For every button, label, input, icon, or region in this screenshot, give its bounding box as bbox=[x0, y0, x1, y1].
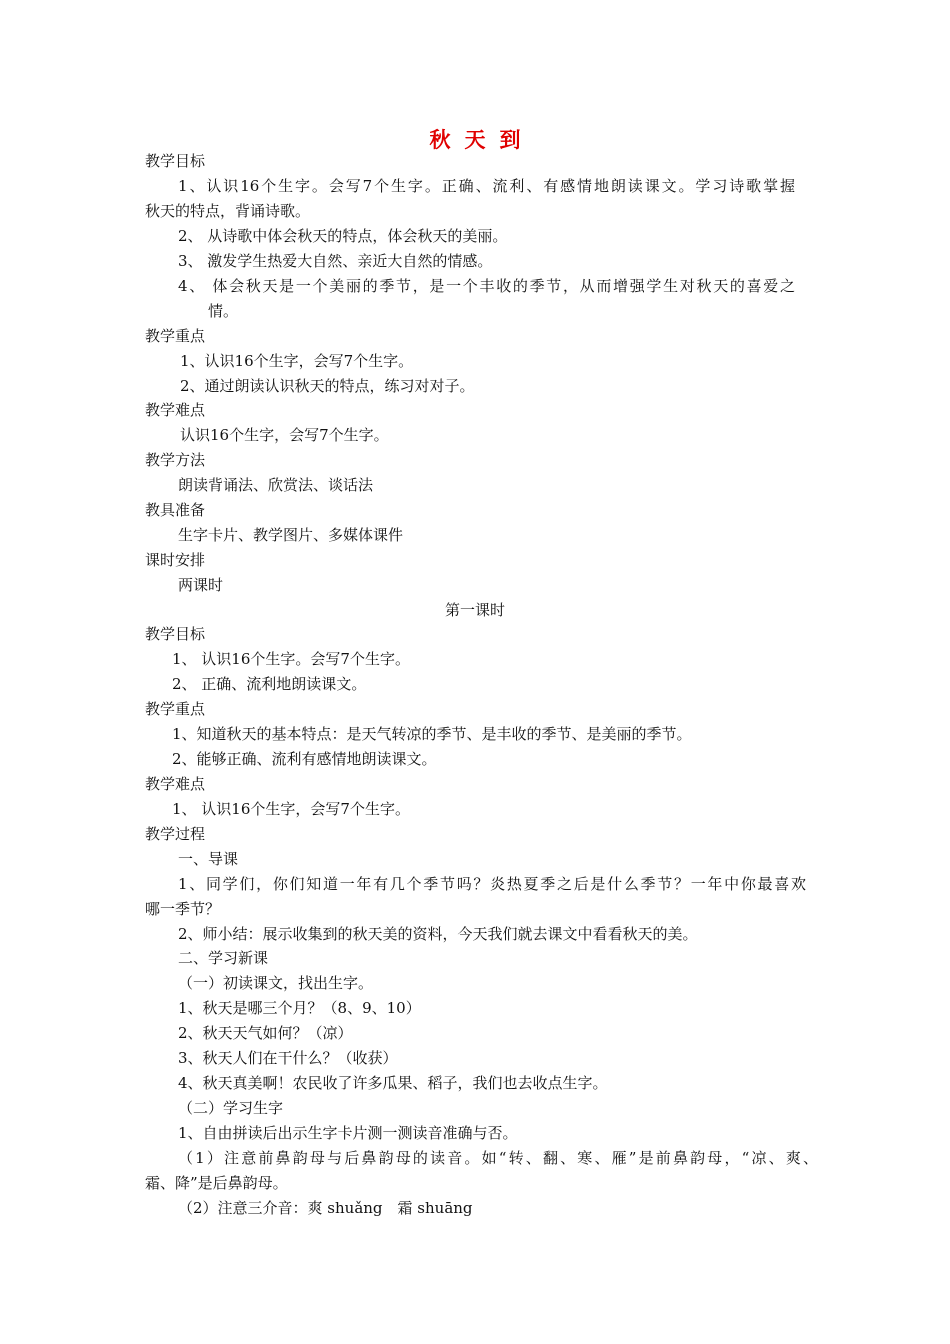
list-item: 2、秋天天气如何？（凉） bbox=[178, 1024, 353, 1042]
section-heading: 教学重点 bbox=[145, 700, 206, 718]
subsection-heading: （二）学习生字 bbox=[178, 1099, 284, 1117]
section-heading: 教学过程 bbox=[145, 825, 206, 843]
paragraph-line: 霜、降”是后鼻韵母。 bbox=[145, 1174, 288, 1192]
paragraph-line: 两课时 bbox=[178, 576, 224, 594]
paragraph-line: 2、师小结：展示收集到的秋天美的资料，今天我们就去课文中看看秋天的美。 bbox=[178, 925, 698, 943]
section-heading: 教具准备 bbox=[145, 501, 206, 519]
paragraph-line: 哪一季节？ bbox=[145, 900, 221, 918]
paragraph-line: 秋天的特点，背诵诗歌。 bbox=[145, 202, 311, 220]
section-heading: 教学方法 bbox=[145, 451, 206, 469]
paragraph-line: 生字卡片、教学图片、多媒体课件 bbox=[178, 526, 404, 544]
list-item: 3、秋天人们在干什么？（收获） bbox=[178, 1049, 398, 1067]
section-heading: 教学重点 bbox=[145, 327, 206, 345]
list-item-continuation: 情。 bbox=[208, 302, 239, 320]
list-item: 2、能够正确、流利有感情地朗读课文。 bbox=[172, 750, 437, 768]
paragraph-line: 认识16个生字，会写7个生字。 bbox=[180, 426, 389, 444]
paragraph-line: （1）注意前鼻韵母与后鼻韵母的读音。如“转、翻、寒、雁”是前鼻韵母，“凉、爽、 bbox=[178, 1149, 818, 1167]
list-item: 1、 认识16个生字，会写7个生字。 bbox=[172, 800, 410, 818]
list-item: 2、 从诗歌中体会秋天的特点，体会秋天的美丽。 bbox=[178, 227, 508, 245]
subsection-heading: 二、学习新课 bbox=[178, 949, 269, 967]
list-item: 1、 认识16个生字。会写7个生字。 bbox=[172, 650, 410, 668]
document-title: 秋天到 bbox=[429, 128, 535, 152]
section-heading: 教学难点 bbox=[145, 775, 206, 793]
lesson-heading: 第一课时 bbox=[444, 601, 505, 619]
subsection-heading: 一、导课 bbox=[178, 850, 239, 868]
section-heading: 教学难点 bbox=[145, 401, 206, 419]
list-item: 3、 激发学生热爱大自然、亲近大自然的情感。 bbox=[178, 252, 493, 270]
list-item: 1、认识16个生字，会写7个生字。 bbox=[180, 352, 414, 370]
section-heading: 课时安排 bbox=[145, 551, 206, 569]
section-heading: 教学目标 bbox=[145, 152, 206, 170]
section-heading: 教学目标 bbox=[145, 625, 206, 643]
paragraph-line: （一）初读课文，找出生字。 bbox=[178, 974, 374, 992]
paragraph-line: 1、自由拼读后出示生字卡片测一测读音准确与否。 bbox=[178, 1124, 518, 1142]
list-item: 2、通过朗读认识秋天的特点，练习对对子。 bbox=[180, 377, 475, 395]
list-item: 1、知道秋天的基本特点：是天气转凉的季节、是丰收的季节、是美丽的季节。 bbox=[172, 725, 692, 743]
list-item: 4、秋天真美啊！农民收了许多瓜果、稻子，我们也去收点生字。 bbox=[178, 1074, 608, 1092]
paragraph-line: （2）注意三介音：爽 shuǎng 霜 shuāng bbox=[178, 1199, 473, 1217]
paragraph-line: 1、同学们，你们知道一年有几个季节吗？炎热夏季之后是什么季节？一年中你最喜欢 bbox=[178, 875, 806, 893]
list-item: 1、秋天是哪三个月？（8、9、10） bbox=[178, 999, 421, 1017]
paragraph-line: 朗读背诵法、欣赏法、谈话法 bbox=[178, 476, 374, 494]
paragraph-line: 1、认识16个生字。会写7个生字。正确、流利、有感情地朗读课文。学习诗歌掌握 bbox=[178, 177, 795, 195]
list-item: 4、 体会秋天是一个美丽的季节，是一个丰收的季节，从而增强学生对秋天的喜爱之 bbox=[178, 277, 795, 295]
list-item: 2、 正确、流利地朗读课文。 bbox=[172, 675, 367, 693]
